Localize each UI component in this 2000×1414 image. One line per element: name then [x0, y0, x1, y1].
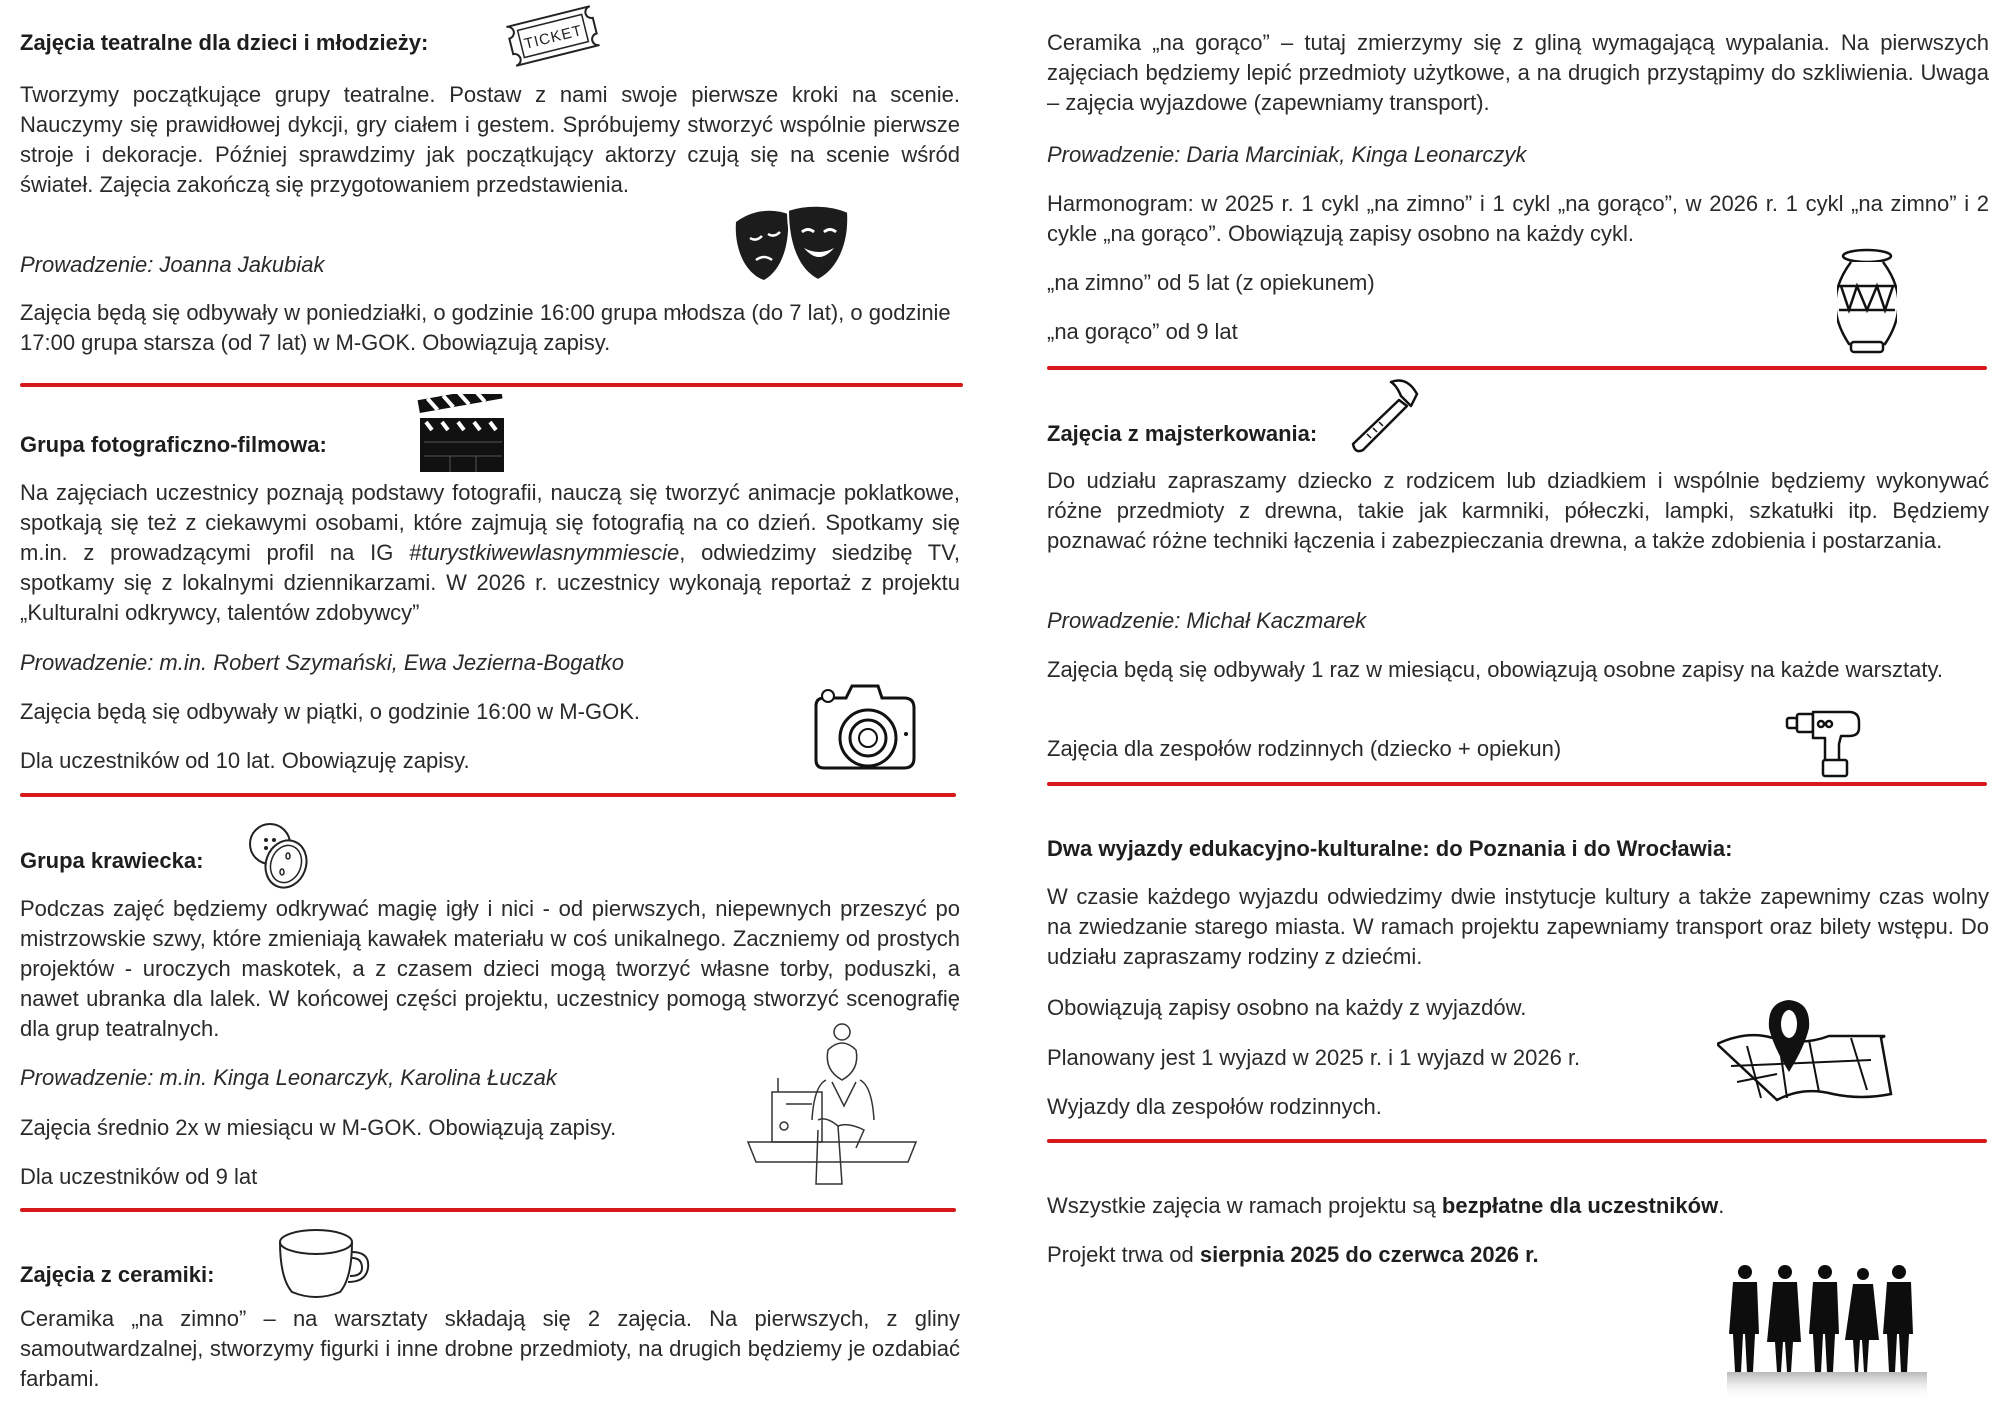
trips-signup: Obowiązują zapisy osobno na każdy z wyjazdów.: [1047, 995, 1527, 1020]
section-title-photo: Grupa fotograficzno-filmowa:: [20, 432, 327, 457]
theatre-description: Tworzymy początkujące grupy teatralne. Postaw z nami swoje pierwsze kroki na scenie. Nauczymy się prawidłowej dykcji, gry ciałem i gestem. Spróbujemy stworzyć wspólnie pierwsze stroje i dekoracje. Później sprawdzimy jak początkujący aktorzy czują się na scenie wśród świateł. Zajęcia zakończą się przygotowaniem przedstawienia.: [20, 82, 960, 197]
diy-leader: Prowadzenie: Michał Kaczmarek: [1047, 608, 1367, 633]
clapperboard-icon: [416, 394, 506, 474]
free-participation-note: Wszystkie zajęcia w ramach projektu są bezpłatne dla uczestników.: [1047, 1193, 1725, 1218]
trips-audience: Wyjazdy dla zespołów rodzinnych.: [1047, 1094, 1382, 1119]
trips-description: W czasie każdego wyjazdu odwiedzimy dwie instytucje kultury a także zapewnimy czas wolny na zwiedzanie starego miasta. W ramach projektu zapewniamy transport oraz bilety wstępu. Do udziału zapraszamy rodziny z dziećmi.: [1047, 884, 1989, 969]
trips-planned: Planowany jest 1 wyjazd w 2025 r. i 1 wyjazd w 2026 r.: [1047, 1045, 1581, 1070]
mug-icon: [266, 1228, 376, 1300]
diy-description: Do udziału zapraszamy dziecko z rodzicem lub dziadkiem i wspólnie będziemy wykonywać różne przedmioty z drewna, takie jak karmniki, półeczki, lampki, szkatułki itp. Będziemy poznawać różne techniki łączenia i zabezpieczania drewna, a także zdobienia i postarzania.: [1047, 468, 1989, 553]
photo-age: Dla uczestników od 10 lat. Obowiązuję zapisy.: [20, 748, 470, 773]
tailor-age: Dla uczestników od 9 lat: [20, 1164, 258, 1189]
tailor-leader: Prowadzenie: m.in. Kinga Leonarczyk, Karolina Łuczak: [20, 1065, 557, 1090]
diy-schedule: Zajęcia będą się odbywały 1 raz w miesiącu, obowiązują osobne zapisy na każde warsztaty.: [1047, 657, 1943, 682]
ceramics-age-hot: „na gorąco” od 9 lat: [1047, 319, 1238, 344]
section-title-trips: Dwa wyjazdy edukacyjno-kulturalne: do Poznania i do Wrocławia:: [1047, 836, 1733, 861]
section-title-ceramics: Zajęcia z ceramiki:: [20, 1262, 215, 1287]
project-duration-note: Projekt trwa od sierpnia 2025 do czerwca 2026 r.: [1047, 1242, 1539, 1267]
buttons-icon: [244, 820, 314, 892]
section-title-tailor: Grupa krawiecka:: [20, 848, 204, 873]
ceramics-schedule: Harmonogram: w 2025 r. 1 cykl „na zimno” i 1 cykl „na gorąco”, w 2026 r. 1 cykl „na zimno” i 2 cykle „na gorąco”. Obowiązują zapisy osobno na każdy cykl.: [1047, 191, 1989, 246]
theatre-schedule: Zajęcia będą się odbywały w poniedziałki, o godzinie 16:00 grupa młodsza (do 7 lat), o godzinie 17:00 grupa starsza (od 7 lat) w M-GOK. Obowiązują zapisy.: [20, 300, 951, 355]
photo-leader: Prowadzenie: m.in. Robert Szymański, Ewa Jezierna-Bogatko: [20, 650, 625, 675]
photo-schedule: Zajęcia będą się odbywały w piątki, o godzinie 16:00 w M-GOK.: [20, 699, 640, 724]
tailor-description: Podczas zajęć będziemy odkrywać magię igły i nici - od pierwszych, niepewnych przeszyć po mistrzowskie szwy, które zmieniają kawałek materiału w coś unikalnego. Zaczniemy od prostych projektów - uroczych maskotek, a z czasem dzieci mogą tworzyć własne torby, poduszki, a nawet ubranka dla lalek. W końcowej części projektu, uczestnicy pomogą stworzyć scenografię dla grup teatralnych.: [20, 896, 960, 1041]
separator: [20, 1208, 956, 1212]
separator: [1047, 1139, 1987, 1143]
photo-description: Na zajęciach uczestnicy poznają podstawy fotografii, nauczą się tworzyć animacje poklatkowe, spotkają się też z ciekawymi osobami, które zajmują się fotografią na co dzień. Spotkamy się m.in. z prowadzącymi profil na IG #turystkiwewlasnymmiescie, odwiedzimy siedzibę TV, spotkamy się z lokalnymi dziennikarzami. W 2026 r. uczestnicy wykonają reportaż z projektu „Kulturalni odkrywcy, talentów zdobywcy”: [20, 480, 960, 625]
ceramics-age-cold: „na zimno” od 5 lat (z opiekunem): [1047, 270, 1375, 295]
section-title-theatre: Zajęcia teatralne dla dzieci i młodzieży:: [20, 30, 429, 55]
separator: [20, 793, 956, 797]
instagram-hashtag: #turystkiwewlasnymmiescie: [409, 540, 680, 565]
people-silhouettes-icon: [1727, 1262, 1927, 1402]
ticket-icon: [498, 2, 608, 70]
ceramics-hot-description: Ceramika „na gorąco” – tutaj zmierzymy się z gliną wymagającą wypalania. Na pierwszych zajęciach będziemy lepić przedmioty użytkowe, a na drugich przystąpimy do szkliwienia. Uwaga – zajęcia wyjazdowe (zapewniamy transport).: [1047, 30, 1989, 115]
ceramics-leader: Prowadzenie: Daria Marciniak, Kinga Leonarczyk: [1047, 142, 1527, 167]
separator: [1047, 366, 1987, 370]
tailor-schedule: Zajęcia średnio 2x w miesiącu w M-GOK. Obowiązują zapisy.: [20, 1115, 617, 1140]
theatre-leader: Prowadzenie: Joanna Jakubiak: [20, 252, 325, 277]
ceramics-cold-description: Ceramika „na zimno” – na warsztaty składają się 2 zajęcia. Na pierwszych, z gliny samoutwardzalnej, stworzymy figurki i inne drobne przedmioty, na drugich będziemy je ozdabiać farbami.: [20, 1306, 960, 1391]
section-title-diy: Zajęcia z majsterkowania:: [1047, 421, 1318, 446]
diy-audience: Zajęcia dla zespołów rodzinnych (dziecko + opiekun): [1047, 736, 1562, 761]
svg-text:TICKET: TICKET: [522, 22, 585, 53]
separator: [20, 383, 963, 387]
hammer-icon: [1347, 374, 1429, 456]
separator: [1047, 782, 1987, 786]
